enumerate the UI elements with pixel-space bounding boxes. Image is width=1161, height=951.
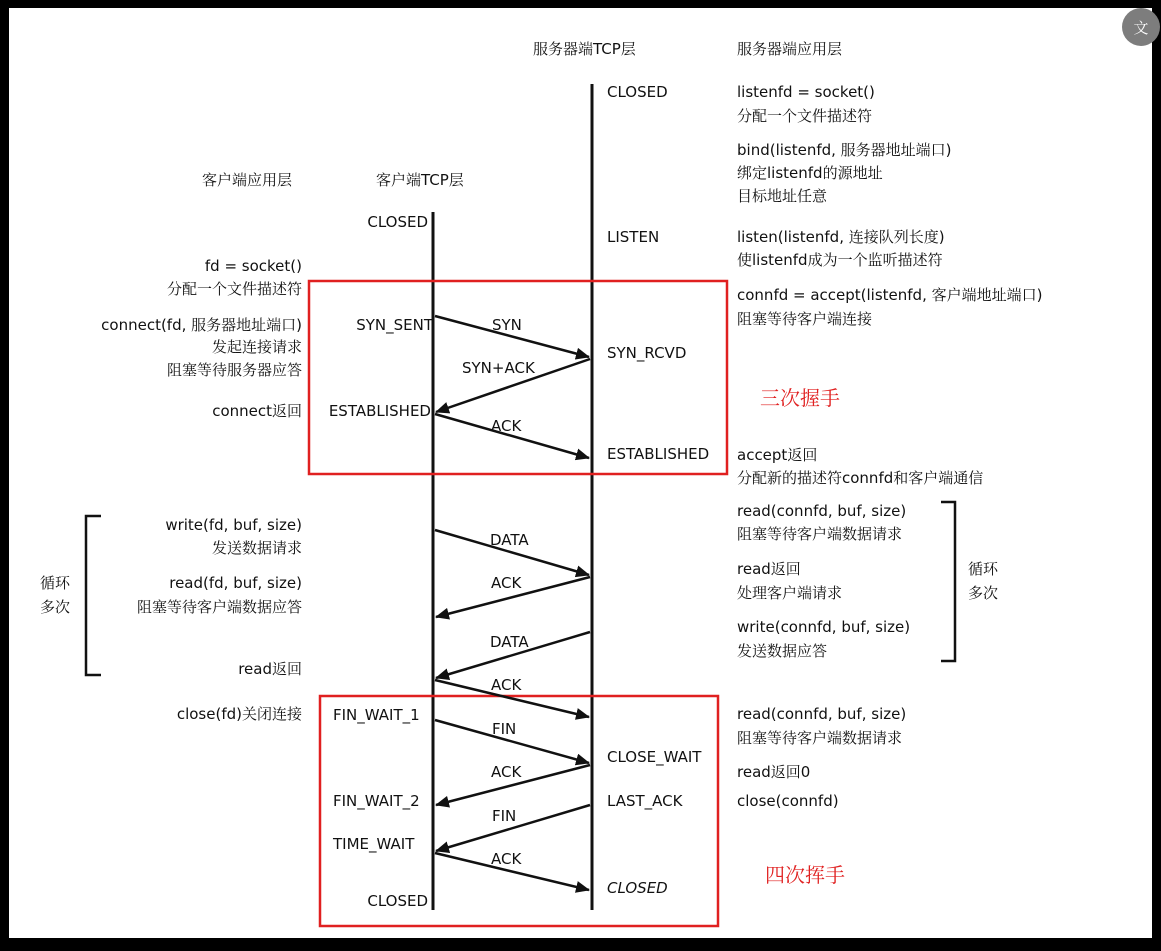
server-app-read2-desc: 阻塞等待客户端数据请求 <box>737 729 903 747</box>
server-state-closed-end: CLOSED <box>607 879 668 897</box>
msg-ack5: ACK <box>491 850 522 868</box>
server-app-listen: listen(listenfd, 连接队列长度) <box>737 228 945 246</box>
translate-icon: 文 <box>1133 19 1149 37</box>
client-state-syn-sent: SYN_SENT <box>356 316 433 334</box>
handshake-label: 三次握手 <box>760 386 840 410</box>
server-app-read-return-desc: 处理客户端请求 <box>737 584 843 602</box>
server-loop-label-2: 多次 <box>968 584 999 602</box>
server-app-accept: connfd = accept(listenfd, 客户端地址端口) <box>737 286 1043 304</box>
server-app-bind-desc2: 目标地址任意 <box>737 187 828 205</box>
client-app-read-return: read返回 <box>238 660 302 678</box>
server-state-closed: CLOSED <box>607 83 668 101</box>
header-client-app: 客户端应用层 <box>202 171 293 189</box>
msg-syn-ack: SYN+ACK <box>462 359 535 377</box>
client-app-connect-desc1: 发起连接请求 <box>211 338 302 356</box>
client-app-socket: fd = socket() <box>204 257 302 275</box>
server-app-write: write(connfd, buf, size) <box>737 618 911 636</box>
client-app-write-desc: 发送数据请求 <box>211 539 302 557</box>
server-app-read-desc: 阻塞等待客户端数据请求 <box>737 525 903 543</box>
client-state-time-wait: TIME_WAIT <box>333 835 415 853</box>
wave-label: 四次挥手 <box>765 863 845 887</box>
server-state-listen: LISTEN <box>607 228 660 246</box>
header-server-tcp: 服务器端TCP层 <box>533 40 636 58</box>
translate-button[interactable] <box>1122 8 1160 46</box>
server-app-read2: read(connfd, buf, size) <box>737 705 907 723</box>
client-state-fin-wait-2: FIN_WAIT_2 <box>333 792 420 810</box>
client-app-read-desc: 阻塞等待客户端数据应答 <box>136 598 302 616</box>
client-app-connect-desc2: 阻塞等待服务器应答 <box>166 361 302 379</box>
header-server-app: 服务器端应用层 <box>737 40 843 58</box>
msg-data2: DATA <box>490 633 529 651</box>
server-app-socket: listenfd = socket() <box>737 83 875 101</box>
msg-ack2: ACK <box>491 574 522 592</box>
client-loop-label-1: 循环 <box>40 574 71 592</box>
server-app-listen-desc: 使listenfd成为一个监听描述符 <box>737 251 943 269</box>
server-app-read-return: read返回 <box>737 560 801 578</box>
msg-data1: DATA <box>490 531 529 549</box>
client-app-socket-desc: 分配一个文件描述符 <box>166 280 302 298</box>
server-loop-label-1: 循环 <box>968 560 999 578</box>
client-app-read: read(fd, buf, size) <box>169 574 302 592</box>
client-app-close: close(fd)关闭连接 <box>176 705 302 723</box>
msg-ack3: ACK <box>491 676 522 694</box>
msg-fin1: FIN <box>492 720 517 738</box>
server-app-read: read(connfd, buf, size) <box>737 502 907 520</box>
server-app-accept-return: accept返回 <box>737 446 818 464</box>
msg-ack1: ACK <box>491 417 522 435</box>
client-state-fin-wait-1: FIN_WAIT_1 <box>333 706 420 724</box>
server-app-bind: bind(listenfd, 服务器地址端口) <box>737 141 952 159</box>
server-app-socket-desc: 分配一个文件描述符 <box>737 107 873 125</box>
client-state-established: ESTABLISHED <box>328 402 431 420</box>
client-app-write: write(fd, buf, size) <box>165 516 302 534</box>
client-state-closed: CLOSED <box>367 213 428 231</box>
server-app-close: close(connfd) <box>737 792 839 810</box>
server-app-bind-desc1: 绑定listenfd的源地址 <box>737 164 883 182</box>
server-state-last-ack: LAST_ACK <box>607 792 683 810</box>
header-client-tcp: 客户端TCP层 <box>376 171 464 189</box>
server-app-accept-desc: 阻塞等待客户端连接 <box>737 310 873 328</box>
server-state-close-wait: CLOSE_WAIT <box>607 748 702 766</box>
msg-ack4: ACK <box>491 763 522 781</box>
msg-fin2: FIN <box>492 807 517 825</box>
server-app-read-return-zero: read返回0 <box>737 763 811 781</box>
client-loop-label-2: 多次 <box>40 598 71 616</box>
msg-syn: SYN <box>492 316 522 334</box>
server-state-syn-rcvd: SYN_RCVD <box>607 344 687 362</box>
client-app-connect-return: connect返回 <box>212 402 302 420</box>
client-app-connect: connect(fd, 服务器地址端口) <box>101 316 302 334</box>
server-state-established: ESTABLISHED <box>607 445 710 463</box>
server-app-write-desc: 发送数据应答 <box>737 642 828 660</box>
client-state-closed-end: CLOSED <box>367 892 428 910</box>
server-app-accept-return-desc: 分配新的描述符connfd和客户端通信 <box>737 469 984 487</box>
